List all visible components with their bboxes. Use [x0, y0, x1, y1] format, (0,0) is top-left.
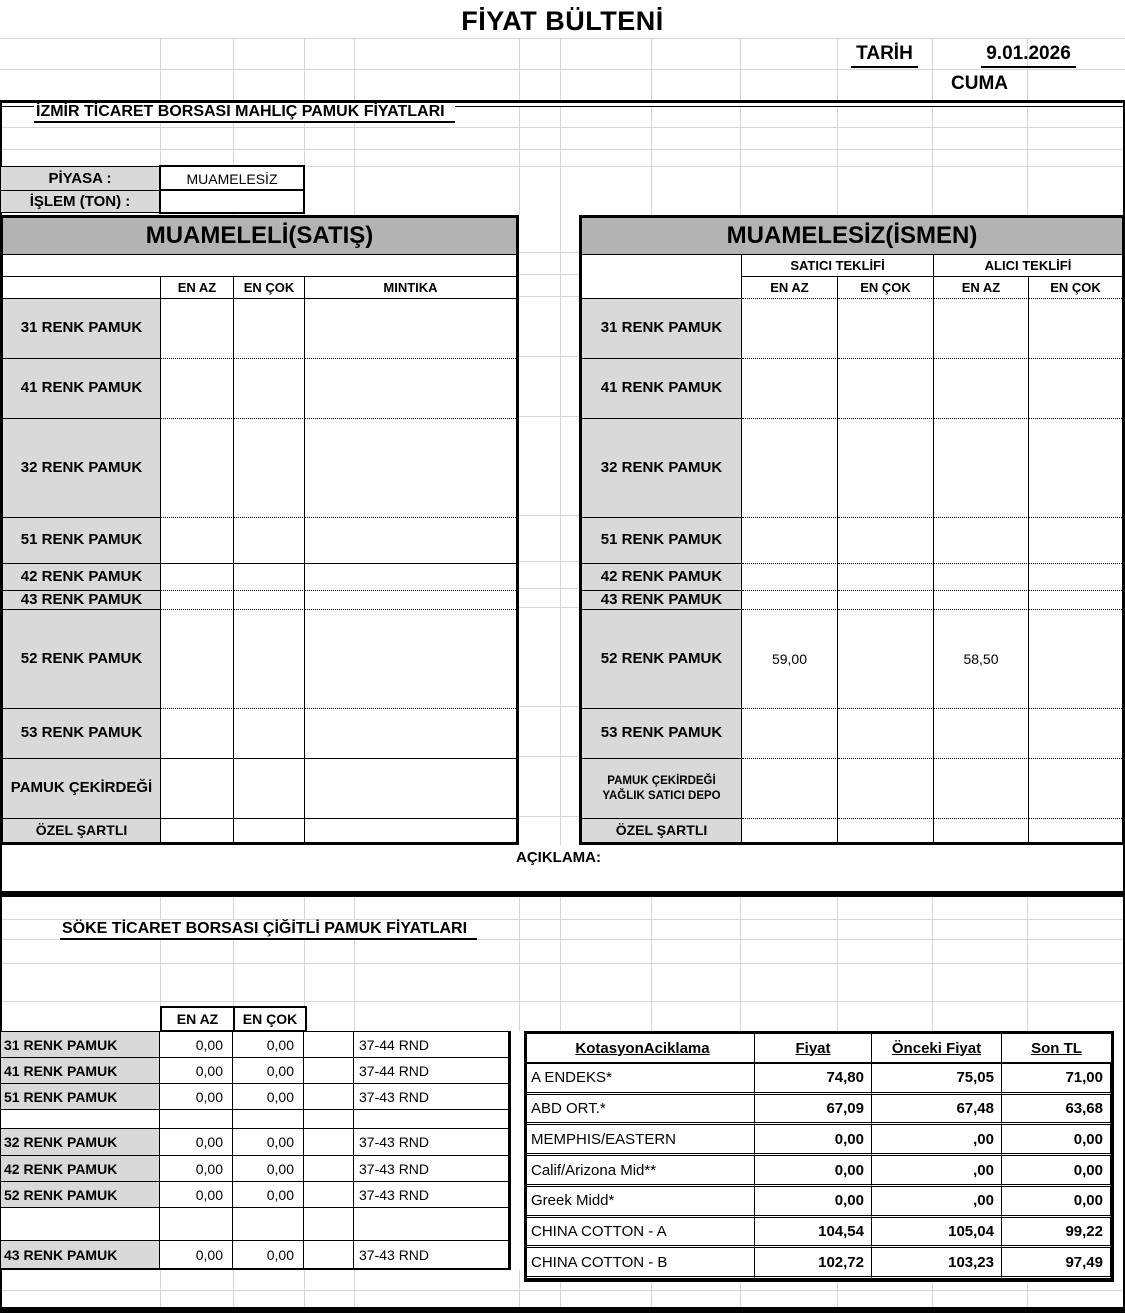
- grid-region-table-gap: [519, 215, 579, 845]
- cell-mintika[interactable]: 37-43 RND: [354, 1084, 509, 1110]
- cell-mintika[interactable]: [354, 1110, 509, 1129]
- cell-en-az[interactable]: [161, 419, 234, 518]
- date-label-text: TARİH: [851, 43, 918, 68]
- row-label: 41 RENK PAMUK: [582, 359, 742, 419]
- group-header-alici: ALICI TEKLİFİ: [934, 255, 1122, 277]
- table-row: [527, 1125, 1111, 1156]
- row-label: CHINA COTTON - B: [527, 1248, 755, 1279]
- left-table-header-row: [3, 277, 516, 299]
- cell-alici-en-az[interactable]: [934, 591, 1029, 610]
- cell-satici-en-cok[interactable]: [838, 299, 934, 359]
- cell-blank[interactable]: [304, 1129, 354, 1156]
- cell-satici-en-cok[interactable]: [838, 359, 934, 419]
- table-row: [527, 1095, 1111, 1126]
- cell-satici-en-az[interactable]: [742, 359, 838, 419]
- table-row: [3, 299, 516, 359]
- cell-mintika[interactable]: 37-44 RND: [354, 1058, 509, 1084]
- cell-alici-en-az[interactable]: [934, 419, 1029, 518]
- cell-satici-en-az[interactable]: 59,00: [742, 610, 838, 709]
- cell-mintika[interactable]: 37-43 RND: [354, 1156, 509, 1182]
- cell-fiyat[interactable]: 104,54: [755, 1218, 872, 1249]
- col-header-blank: [3, 277, 161, 299]
- cell-alici-en-az[interactable]: [934, 518, 1029, 564]
- cell-blank[interactable]: [304, 1058, 354, 1084]
- cell-alici-en-cok[interactable]: [1029, 819, 1122, 842]
- cell-alici-en-cok[interactable]: [1029, 564, 1122, 591]
- row-label: 51 RENK PAMUK: [1, 1084, 160, 1110]
- cell-mintika[interactable]: 37-43 RND: [354, 1241, 509, 1268]
- cell-satici-en-az[interactable]: [742, 518, 838, 564]
- cell-son-tl[interactable]: 0,00: [1002, 1125, 1111, 1156]
- cell-en-cok[interactable]: [234, 564, 305, 591]
- cell-onceki-fiyat[interactable]: ,00: [872, 1187, 1002, 1218]
- row-label: A ENDEKS*: [527, 1064, 755, 1095]
- col-header-en-cok: EN ÇOK: [234, 277, 305, 299]
- cell-en-az[interactable]: 0,00: [160, 1058, 233, 1084]
- table-row: [3, 819, 516, 842]
- cell-en-cok[interactable]: [234, 759, 305, 819]
- cell-satici-en-cok[interactable]: [838, 419, 934, 518]
- cell-alici-en-az[interactable]: [934, 709, 1029, 759]
- cell-en-az[interactable]: [161, 359, 234, 419]
- cell-onceki-fiyat[interactable]: 75,05: [872, 1064, 1002, 1095]
- cell-alici-en-az[interactable]: 58,50: [934, 610, 1029, 709]
- col-header-blank: [582, 277, 742, 299]
- row-label: 43 RENK PAMUK: [582, 591, 742, 610]
- cell-alici-en-cok[interactable]: [1029, 419, 1122, 518]
- cell-satici-en-az[interactable]: [742, 419, 838, 518]
- row-label: 52 RENK PAMUK: [1, 1182, 160, 1208]
- table-row: [3, 610, 516, 709]
- row-label: 53 RENK PAMUK: [3, 709, 161, 759]
- cell-blank[interactable]: [304, 1084, 354, 1110]
- cell-en-cok[interactable]: 0,00: [233, 1084, 304, 1110]
- table-row: [3, 591, 516, 610]
- col-header-onceki-fiyat: Önceki Fiyat: [872, 1034, 1002, 1062]
- table-row: [1, 1156, 509, 1182]
- cell-son-tl[interactable]: 99,22: [1002, 1218, 1111, 1249]
- table-row: [582, 419, 1122, 518]
- cell-blank[interactable]: [304, 1110, 354, 1129]
- cell-fiyat[interactable]: 74,80: [755, 1064, 872, 1095]
- cell-alici-en-cok[interactable]: [1029, 518, 1122, 564]
- right-table-title: MUAMELESİZ(İSMEN): [582, 218, 1122, 255]
- cell-mintika[interactable]: [305, 564, 516, 591]
- left-table-title: MUAMELELİ(SATIŞ): [3, 218, 516, 255]
- cell-mintika[interactable]: [305, 419, 516, 518]
- cell-en-az[interactable]: [161, 819, 234, 842]
- muamelesiz-ismen-table: [579, 215, 1125, 845]
- cell-en-cok[interactable]: [234, 419, 305, 518]
- row-label: Greek Midd*: [527, 1187, 755, 1218]
- table-row: [1, 1129, 509, 1156]
- col-header-satici-en-cok: EN ÇOK: [838, 277, 934, 299]
- row-label: 32 RENK PAMUK: [582, 419, 742, 518]
- table-row: [3, 518, 516, 564]
- cell-alici-en-cok[interactable]: [1029, 591, 1122, 610]
- table-row: [582, 564, 1122, 591]
- cell-en-cok[interactable]: [233, 1208, 304, 1241]
- row-label: MEMPHIS/EASTERN: [527, 1125, 755, 1156]
- row-label: [582, 759, 742, 819]
- cell-mintika[interactable]: 37-43 RND: [354, 1129, 509, 1156]
- cell-onceki-fiyat[interactable]: 67,48: [872, 1095, 1002, 1126]
- cell-alici-en-cok[interactable]: [1029, 759, 1122, 819]
- cell-fiyat[interactable]: 0,00: [755, 1125, 872, 1156]
- aciklama-label: AÇIKLAMA:: [516, 849, 601, 866]
- cell-alici-en-az[interactable]: [934, 819, 1029, 842]
- table-row: [582, 591, 1122, 610]
- cell-fiyat[interactable]: 102,72: [755, 1248, 872, 1279]
- cell-onceki-fiyat[interactable]: ,00: [872, 1156, 1002, 1187]
- cell-blank[interactable]: [304, 1156, 354, 1182]
- cell-son-tl[interactable]: 0,00: [1002, 1187, 1111, 1218]
- table-row: [1, 1032, 509, 1058]
- cell-onceki-fiyat[interactable]: 103,23: [872, 1248, 1002, 1279]
- cell-satici-en-az[interactable]: [742, 299, 838, 359]
- table-row: [3, 564, 516, 591]
- cell-en-az[interactable]: [161, 299, 234, 359]
- cell-mintika[interactable]: [305, 518, 516, 564]
- table-row: [1, 1241, 509, 1268]
- cell-satici-en-az[interactable]: [742, 819, 838, 842]
- cell-satici-en-az[interactable]: [742, 591, 838, 610]
- row-label: ABD ORT.*: [527, 1095, 755, 1126]
- cell-mintika[interactable]: [305, 759, 516, 819]
- cell-fiyat[interactable]: 0,00: [755, 1187, 872, 1218]
- cell-en-az[interactable]: [161, 709, 234, 759]
- cell-alici-en-cok[interactable]: [1029, 299, 1122, 359]
- row-label: 32 RENK PAMUK: [1, 1129, 160, 1156]
- page-title: FİYAT BÜLTENİ: [461, 5, 664, 36]
- row-label: PAMUK ÇEKİRDEĞİ: [3, 759, 161, 819]
- cell-satici-en-cok[interactable]: [838, 591, 934, 610]
- cell-en-az[interactable]: 0,00: [160, 1084, 233, 1110]
- piyasa-label: PİYASA :: [0, 166, 160, 191]
- cell-en-cok[interactable]: [234, 610, 305, 709]
- row-label: ÖZEL ŞARTLI: [3, 819, 161, 842]
- kotasyon-header-row: [527, 1034, 1111, 1064]
- row-label: Calif/Arizona Mid**: [527, 1156, 755, 1187]
- cell-satici-en-cok[interactable]: [838, 759, 934, 819]
- row-label: 53 RENK PAMUK: [582, 709, 742, 759]
- cell-satici-en-az[interactable]: [742, 759, 838, 819]
- cell-mintika[interactable]: [354, 1208, 509, 1241]
- row-label: [1, 1110, 160, 1129]
- cell-fiyat[interactable]: 67,09: [755, 1095, 872, 1126]
- table-row: [3, 709, 516, 759]
- table-row: [582, 299, 1122, 359]
- islem-value-cell[interactable]: [159, 189, 305, 214]
- row-label: 52 RENK PAMUK: [582, 610, 742, 709]
- row-label: 52 RENK PAMUK: [3, 610, 161, 709]
- cell-en-az[interactable]: 0,00: [160, 1032, 233, 1058]
- cell-son-tl[interactable]: 97,49: [1002, 1248, 1111, 1279]
- cell-en-cok[interactable]: 0,00: [233, 1032, 304, 1058]
- date-label: [837, 42, 932, 68]
- islem-label: İŞLEM (TON) :: [0, 190, 160, 213]
- right-table-group-row: [582, 255, 1122, 277]
- row-label: 42 RENK PAMUK: [1, 1156, 160, 1182]
- table-row: [582, 819, 1122, 842]
- cell-en-az[interactable]: [161, 759, 234, 819]
- table-row: [582, 518, 1122, 564]
- cell-en-az[interactable]: 0,00: [160, 1241, 233, 1268]
- col-header-kotasyon-aciklama: KotasyonAciklama: [527, 1034, 755, 1062]
- cell-alici-en-az[interactable]: [934, 299, 1029, 359]
- cell-fiyat[interactable]: 0,00: [755, 1156, 872, 1187]
- cell-en-cok[interactable]: 0,00: [233, 1182, 304, 1208]
- date-value-text: 9.01.2026: [981, 43, 1076, 68]
- cell-en-cok[interactable]: [234, 819, 305, 842]
- row-label: 42 RENK PAMUK: [3, 564, 161, 591]
- col-header-alici-en-cok: EN ÇOK: [1029, 277, 1122, 299]
- table-row: [582, 709, 1122, 759]
- cell-en-az[interactable]: [161, 610, 234, 709]
- day-of-week: CUMA: [951, 72, 1008, 94]
- row-label: 51 RENK PAMUK: [582, 518, 742, 564]
- table-row: [3, 359, 516, 419]
- cell-en-az[interactable]: 0,00: [160, 1182, 233, 1208]
- soke-table: [0, 1031, 511, 1270]
- section-divider-middle: [0, 891, 1125, 897]
- soke-col-header-en-cok: EN ÇOK: [233, 1006, 307, 1032]
- soke-section-heading-text: SÖKE TİCARET BORSASI ÇİĞİTLİ PAMUK FİYATLARI: [60, 920, 477, 940]
- cell-blank[interactable]: [304, 1032, 354, 1058]
- group-header-blank: [582, 255, 742, 277]
- cell-en-cok[interactable]: 0,00: [233, 1058, 304, 1084]
- left-table-empty-strip: [3, 255, 516, 277]
- cell-en-az[interactable]: [160, 1208, 233, 1241]
- cell-en-cok[interactable]: 0,00: [233, 1129, 304, 1156]
- table-row: [1, 1084, 509, 1110]
- cell-en-az[interactable]: [161, 518, 234, 564]
- cell-mintika[interactable]: [305, 359, 516, 419]
- cell-son-tl[interactable]: 71,00: [1002, 1064, 1111, 1095]
- cell-satici-en-az[interactable]: [742, 564, 838, 591]
- cell-son-tl[interactable]: 63,68: [1002, 1095, 1111, 1126]
- col-header-satici-en-az: EN AZ: [742, 277, 838, 299]
- cell-mintika[interactable]: [305, 591, 516, 610]
- cell-en-cok[interactable]: [234, 591, 305, 610]
- cell-en-cok[interactable]: [234, 709, 305, 759]
- row-label: 31 RENK PAMUK: [582, 299, 742, 359]
- cell-alici-en-az[interactable]: [934, 564, 1029, 591]
- cell-alici-en-cok[interactable]: [1029, 359, 1122, 419]
- table-row: [1, 1058, 509, 1084]
- cell-satici-en-cok[interactable]: [838, 709, 934, 759]
- cell-en-cok[interactable]: 0,00: [233, 1156, 304, 1182]
- cell-mintika[interactable]: 37-43 RND: [354, 1182, 509, 1208]
- table-row: [527, 1064, 1111, 1095]
- cell-satici-en-cok[interactable]: [838, 564, 934, 591]
- table-row: [582, 359, 1122, 419]
- row-label-line2: YAĞLIK SATICI DEPO: [602, 789, 721, 802]
- izmir-section-heading: [34, 103, 455, 121]
- cell-mintika[interactable]: [305, 709, 516, 759]
- cell-en-az[interactable]: [161, 564, 234, 591]
- row-label: 31 RENK PAMUK: [1, 1032, 160, 1058]
- col-header-alici-en-az: EN AZ: [934, 277, 1029, 299]
- row-label: 41 RENK PAMUK: [1, 1058, 160, 1084]
- table-row: [1, 1182, 509, 1208]
- table-row: [582, 610, 1122, 709]
- cell-satici-en-cok[interactable]: [838, 610, 934, 709]
- group-header-satici: SATICI TEKLİFİ: [742, 255, 934, 277]
- col-header-mintika: MINTIKA: [305, 277, 516, 299]
- row-label: 43 RENK PAMUK: [1, 1241, 160, 1268]
- row-label: [1, 1208, 160, 1241]
- table-row: [1, 1110, 509, 1129]
- table-row: [527, 1156, 1111, 1187]
- cell-satici-en-cok[interactable]: [838, 819, 934, 842]
- table-row: [527, 1187, 1111, 1218]
- kotasyon-table: [524, 1031, 1114, 1282]
- row-label: 42 RENK PAMUK: [582, 564, 742, 591]
- cell-en-cok[interactable]: [233, 1110, 304, 1129]
- cell-onceki-fiyat[interactable]: ,00: [872, 1125, 1002, 1156]
- cell-onceki-fiyat[interactable]: 105,04: [872, 1218, 1002, 1249]
- cell-mintika[interactable]: [305, 299, 516, 359]
- row-label: 51 RENK PAMUK: [3, 518, 161, 564]
- row-label: 32 RENK PAMUK: [3, 419, 161, 518]
- cell-en-cok[interactable]: [234, 518, 305, 564]
- table-row: [582, 759, 1122, 819]
- soke-col-header-en-az: EN AZ: [160, 1006, 235, 1032]
- sheet-bottom-rule: [0, 1307, 1125, 1313]
- muameleli-satis-table: [0, 215, 519, 845]
- row-label-line1: PAMUK ÇEKİRDEĞİ: [607, 775, 716, 788]
- cell-blank[interactable]: [304, 1182, 354, 1208]
- row-label: 43 RENK PAMUK: [3, 591, 161, 610]
- cell-alici-en-az[interactable]: [934, 759, 1029, 819]
- cell-alici-en-az[interactable]: [934, 359, 1029, 419]
- cell-alici-en-cok[interactable]: [1029, 610, 1122, 709]
- table-row: [527, 1218, 1111, 1249]
- row-label: ÖZEL ŞARTLI: [582, 819, 742, 842]
- cell-son-tl[interactable]: 0,00: [1002, 1156, 1111, 1187]
- cell-mintika[interactable]: 37-44 RND: [354, 1032, 509, 1058]
- table-row: [3, 759, 516, 819]
- izmir-section-heading-text: İZMİR TİCARET BORSASI MAHLIÇ PAMUK FİYATLARI: [34, 103, 455, 123]
- col-header-fiyat: Fiyat: [755, 1034, 872, 1062]
- soke-section-heading: [60, 920, 477, 938]
- cell-en-az[interactable]: 0,00: [160, 1156, 233, 1182]
- cell-satici-en-az[interactable]: [742, 709, 838, 759]
- right-table-header-row: [582, 277, 1122, 299]
- table-row: [527, 1248, 1111, 1279]
- cell-blank[interactable]: [304, 1241, 354, 1268]
- table-row: [3, 419, 516, 518]
- cell-en-cok[interactable]: 0,00: [233, 1241, 304, 1268]
- cell-en-cok[interactable]: [234, 359, 305, 419]
- row-label: 41 RENK PAMUK: [3, 359, 161, 419]
- piyasa-value-cell[interactable]: MUAMELESİZ: [159, 165, 305, 192]
- col-header-son-tl: Son TL: [1031, 1039, 1082, 1057]
- cell-mintika[interactable]: [305, 819, 516, 842]
- date-value: [932, 42, 1125, 68]
- cell-satici-en-cok[interactable]: [838, 518, 934, 564]
- cell-blank[interactable]: [304, 1208, 354, 1241]
- table-row: [1, 1208, 509, 1241]
- cell-alici-en-cok[interactable]: [1029, 709, 1122, 759]
- cell-en-az[interactable]: [161, 591, 234, 610]
- cell-mintika[interactable]: [305, 610, 516, 709]
- col-header-en-az: EN AZ: [161, 277, 234, 299]
- row-label: CHINA COTTON - A: [527, 1218, 755, 1249]
- cell-en-az[interactable]: 0,00: [160, 1129, 233, 1156]
- cell-en-az[interactable]: [160, 1110, 233, 1129]
- cell-en-cok[interactable]: [234, 299, 305, 359]
- row-label: 31 RENK PAMUK: [3, 299, 161, 359]
